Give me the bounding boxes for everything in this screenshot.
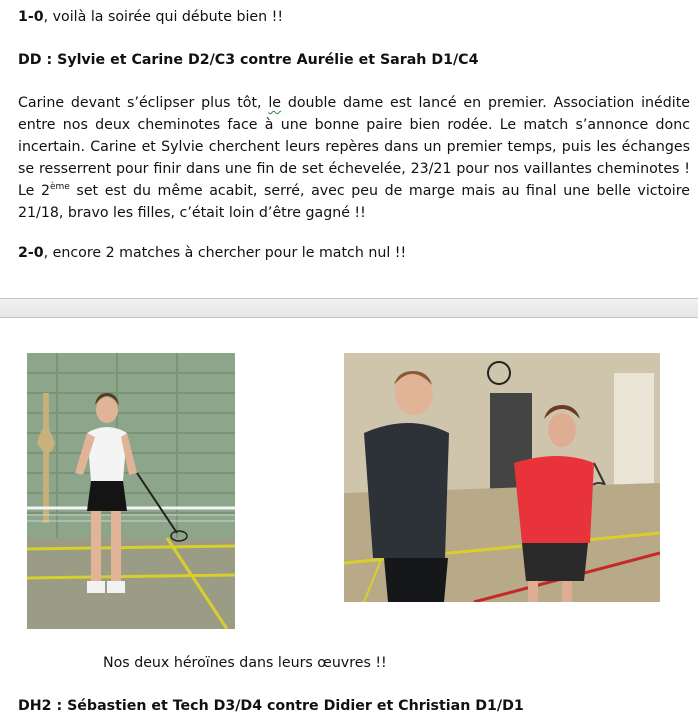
spellcheck-squiggle-word[interactable]: le (268, 95, 282, 111)
score-line-2 (18, 242, 406, 264)
photo-caption: Nos deux héroïnes dans leurs œuvres !! (103, 655, 387, 671)
match-dd-report (18, 92, 690, 224)
page-break-separator (0, 298, 698, 318)
report-text-3: set est du même acabit, serré, avec peu de marge mais au final une belle victoire 21/18, bravo les filles, c’était loin d’être gagné !! (18, 183, 690, 221)
report-text-1: Carine devant s’éclipser plus tôt, (18, 95, 269, 111)
photo-two-players (344, 353, 660, 602)
report-text-2: double dame est lancé en premier. Association inédite entre nos deux cheminotes face à une bonne paire bien rodée. Le match s’annonce donc incertain. Carine et Sylvie cherchent leurs repères dans un premier temps, puis les échanges se resserrent pour finir dans une fin de set échevelée, 23/21 pour nos vaillantes cheminotes ! Le 2 (18, 95, 690, 199)
score-1: 1-0 (18, 9, 44, 25)
match-dh2-heading: DH2 : Sébastien et Tech D3/D4 contre Didier et Christian D1/D1 (18, 698, 524, 714)
score-1-text: , voilà la soirée qui débute bien !! (43, 9, 284, 25)
score-2-text: , encore 2 matches à chercher pour le match nul !! (43, 245, 407, 261)
score-line-1 (18, 6, 283, 28)
match-dd-heading: DD : Sylvie et Carine D2/C3 contre Aurélie et Sarah D1/C4 (18, 52, 479, 68)
score-2: 2-0 (18, 245, 44, 261)
photo-badminton-player (27, 353, 235, 629)
superscript-eme: ème (50, 182, 70, 192)
